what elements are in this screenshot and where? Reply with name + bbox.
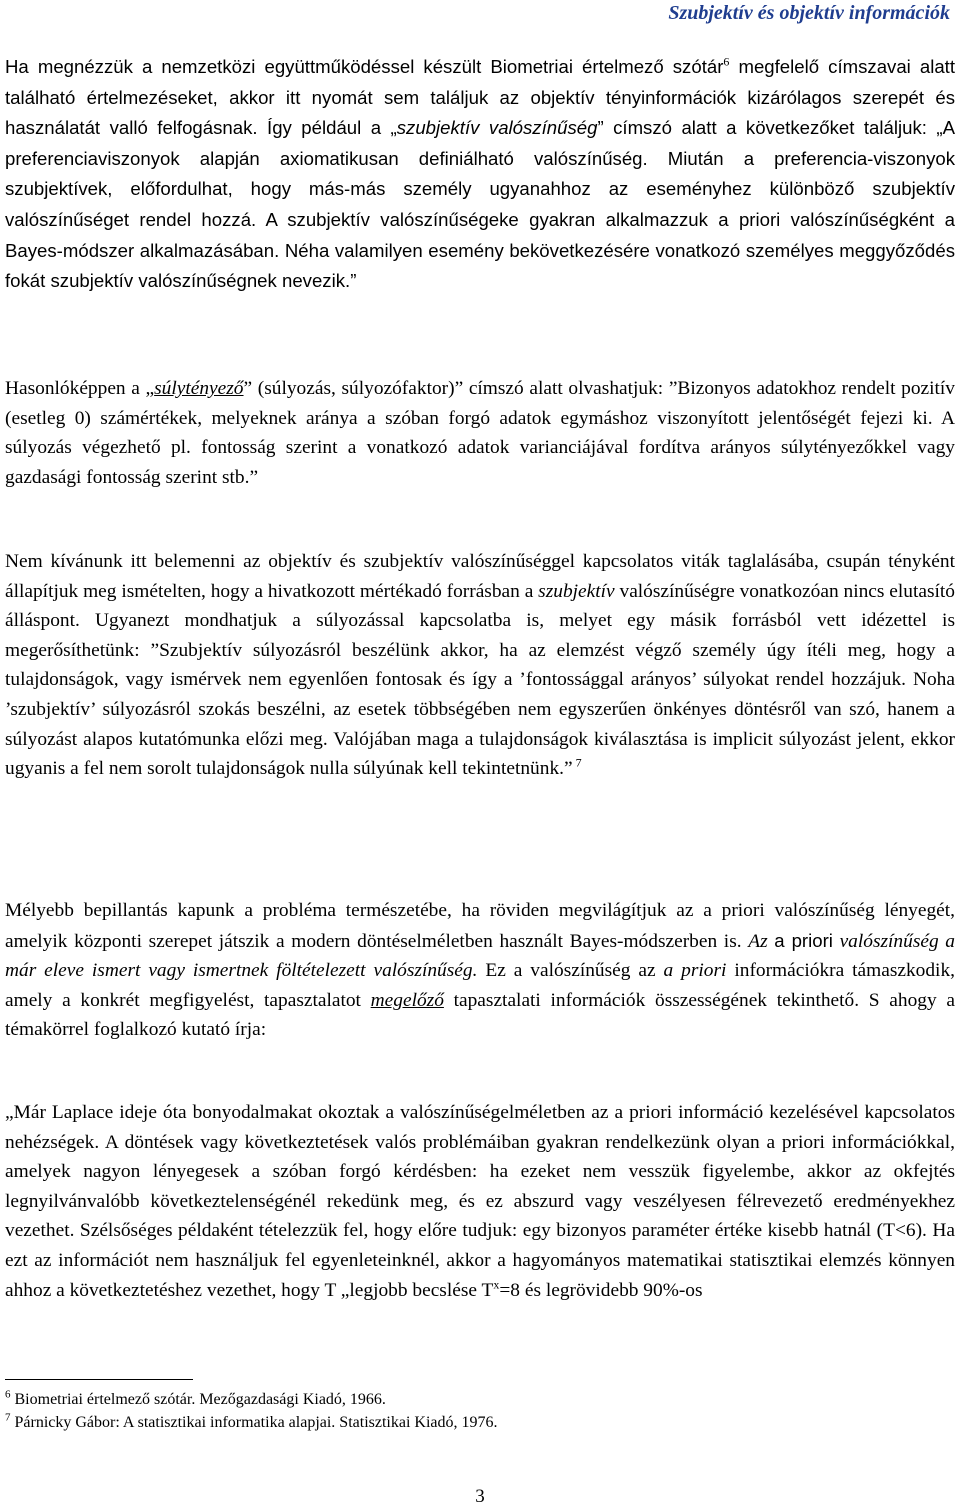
p2-text-c: ” (súlyozás, súlyozófaktor)” címszó alatt olvashatjuk: ”Bizonyos adatokhoz rendelt pozitív (esetleg 0) számértékek, melyeknek aránya a szóban forgó adatok egymáshoz viszonyított jelentőségét fejezi ki. A súlyozás végezhető pl. fontosság szerint a vonatkozó adatok varianciájával fordítva arányos súlytényezőkkel vagy gazdasági fontosság szerint stb.” xyxy=(5,378,955,488)
page-number: 3 xyxy=(475,1486,485,1507)
p4-text-e: Ez a valószínűség az xyxy=(477,960,664,982)
p2-term: súlytényező xyxy=(154,378,244,399)
p4-text-i: tapasztalati információk összességének tekinthető. S ahogy a témakörrel foglalkozó kutató írja: xyxy=(5,989,955,1041)
p2-text-a: Hasonlóképpen a „ xyxy=(5,378,155,399)
footnote-separator xyxy=(5,1379,193,1380)
p4-italic-c: a priori xyxy=(774,929,833,951)
p3-term: szubjektív xyxy=(538,580,615,602)
p5-text-b: =8 és legrövidebb 90%-os xyxy=(499,1279,703,1301)
p4-italic-h: megelőző xyxy=(370,989,444,1011)
paragraph-4 xyxy=(5,896,955,1045)
paragraph-1 xyxy=(5,52,955,297)
p4-text-g: információkra támaszkodik, amely a konkrét megfigyelést, tapasztalatot xyxy=(5,960,955,1011)
p1-text-d: ” címszó alatt a következőket találjuk: „A preferenciaviszonyok alapján axiomatikusan definiálható valószínűség. Miután a preferencia-viszonyok szubjektívek, előfordulhat, hogy más-más személy ugyanahhoz az eseményhez különböző szubjektív valószínűséget rendel hozzá. A szubjektív valószínűségeke gyakran alkalmazzuk a priori valószínűségként a Bayes-módszer alkalmazásában. Néha valamilyen esemény bekövetkezésére vonatkozó személyes meggyőződés fokát szubjektív valószínűségnek nevezik.” xyxy=(5,117,955,292)
paragraph-5-quote xyxy=(5,1098,955,1305)
footnote-ref-6[interactable]: 6 xyxy=(723,54,730,69)
paragraph-3 xyxy=(5,547,955,784)
p4-text-a: Mélyebb bepillantás kapunk a probléma természetébe, ha röviden megvilágítjuk az a priori valószínűség lényegét, amelyik központi szerepet játszik a modern döntéselméletben használt Bayes-módszerben is. xyxy=(5,900,955,952)
footnote-7-number: 7 xyxy=(5,1411,11,1424)
footnote-6-text: Biometriai értelmező szótár. Mezőgazdasági Kiadó, 1966. xyxy=(10,1391,386,1408)
paragraph-2 xyxy=(5,374,955,492)
running-header: Szubjektív és objektív információk xyxy=(668,2,950,24)
p5-superscript: x xyxy=(493,1277,500,1292)
p3-text-a: Nem kívánunk itt belemenni az objektív és szubjektív valószínűséggel kapcsolatos viták taglalásába, csupán tényként állapítjuk meg ismételten, hogy a hivatkozott mértékadó forrásban a xyxy=(5,551,955,602)
p5-text-a: „Már Laplace ideje óta bonyodalmakat okoztak a valószínűségelméletben az a priori információ kezelésével kapcsolatos nehézségek. A döntések vagy következtetések valós problémáiban gyakran rendelkezünk olyan a priori információkkal, amelyek nagyon lényegesek a szóban forgó kérdésben: ha ezeket nem vesszük figyelembe, akkor az okfejtés legnyilvánvalóbb következtelenségénél rekedünk meg, és ez abszurd vagy veszélyesen félrevezető eredményekhez vezethet. Szélsőséges példaként tételezzük fel, hogy előre tudjuk: egy bizonyos paraméter értéke kisebb hatnál (T<6). Ha ezt az információt nem használjuk fel egyenleteinknél, akkor a hagyományos matematikai statisztikai elemzés könnyen ahhoz a következtetéshez vezethet, hogy T „legjobb becslése T xyxy=(5,1102,955,1301)
footnote-ref-7[interactable]: 7 xyxy=(572,755,582,770)
footnote-7-text: Párnicky Gábor: A statisztikai informatika alapjai. Statisztikai Kiadó, 1976. xyxy=(10,1414,498,1431)
footnote-6 xyxy=(5,1390,386,1410)
p4-italic-d: valószínűség a már eleve ismert vagy ismertnek föltételezett valószínűség. xyxy=(5,930,956,982)
p4-italic-f: a priori xyxy=(663,960,727,982)
p1-term: szubjektív valószínűség xyxy=(396,117,598,139)
p1-text-b: megfelelő címszavai alatt található értelmezéseket, akkor itt nyomát sem találjuk az objektív tényinformációk kizárólagos szerepét és használatát valló felfogásnak. Így például a „ xyxy=(5,56,956,139)
p4-italic-b: Az xyxy=(748,930,775,952)
p3-text-c: valószínűségre vonatkozóan nincs elutasító álláspont. Ugyanezt mondhatjuk a súlyozással kapcsolatba is, melyet egy másik forrásból vett idézettel is megerősíthetünk: ”Szubjektív súlyozásról beszélünk akkor, ha az elemzést végző személy úgy ítéli meg, hogy a tulajdonságok, vagy ismérvek nem egyenlően fontosak és így a ’fontossággal arányos’ súlyokat rendel hozzájuk. Noha ’szubjektív’ súlyozásról szokás beszélni, az esetek többségében nem egyszerűen önkényes döntésről van szó, hanem a súlyozást alapos kutatómunka előzi meg. Valójában maga a tulajdonságok kiválasztása is implicit súlyozást jelent, ekkor ugyanis a fel nem sorolt tulajdonságok nulla súlyúnak kell tekintetnünk.” xyxy=(5,580,955,780)
footnote-6-number: 6 xyxy=(5,1388,11,1401)
p1-text-a: Ha megnézzük a nemzetközi együttműködéssel készült Biometriai értelmező szótár xyxy=(5,56,724,77)
footnote-7 xyxy=(5,1413,498,1433)
